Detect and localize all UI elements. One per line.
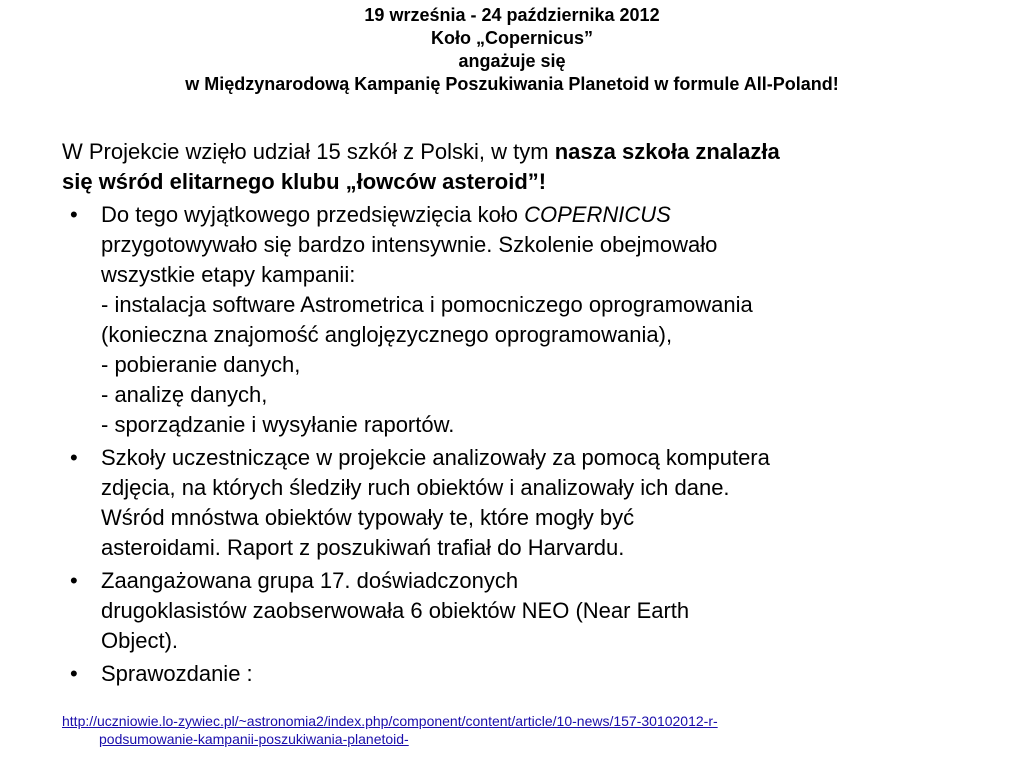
title-date-line: 19 września - 24 października 2012 (364, 5, 660, 25)
bullet-analysis-line: asteroidami. Raport z poszukiwań trafiał do Harvardu. (101, 535, 625, 560)
report-link-line-2: podsumowanie-kampanii-poszukiwania-planetoid- (99, 731, 409, 747)
bullet-icon: • (70, 445, 78, 470)
bullet-analysis-line: Wśród mnóstwa obiektów typowały te, które mogły być (101, 505, 635, 530)
bullet-icon: • (70, 202, 78, 227)
bullet-analysis-line: zdjęcia, na których śledziły ruch obiektów i analizowały ich dane. (101, 475, 730, 500)
bullet-item-neo (62, 566, 972, 656)
bullet-training-line: - analizę danych, (101, 382, 268, 407)
intro-line-1 (62, 137, 972, 167)
report-link[interactable] (62, 712, 962, 748)
bullet-icon: • (70, 661, 78, 686)
bullet-training-line-0 (101, 200, 972, 230)
intro-bold-text-1: nasza szkoła znalazła (554, 139, 780, 164)
bullet-analysis-line: Szkoły uczestniczące w projekcie analizowały za pomocą komputera (101, 445, 770, 470)
bullet-training-line: - instalacja software Astrometrica i pomocniczego oprogramowania (101, 292, 753, 317)
bullet-training-line: (konieczna znajomość anglojęzycznego oprogramowania), (101, 322, 673, 347)
bullet-item-training (62, 200, 972, 440)
bullet-neo-line: Zaangażowana grupa 17. doświadczonych (101, 568, 519, 593)
bullet-item-analysis (62, 443, 972, 563)
slide-title (40, 4, 984, 96)
intro-bold-text-2: się wśród elitarnego klubu „łowców asteroid”! (62, 169, 547, 194)
title-club-line: Koło „Copernicus” (430, 28, 593, 48)
intro-normal-text: W Projekcie wzięło udział 15 szkół z Polski, w tym (62, 139, 555, 164)
report-link-line-1: http://uczniowie.lo-zywiec.pl/~astronomia2/index.php/component/content/article/10-news/157-30102012-r- (62, 713, 718, 729)
bullet-training-line: - pobieranie danych, (101, 352, 301, 377)
bullet-item-report (62, 659, 972, 689)
bullet-neo-line: Object). (101, 628, 179, 653)
bullet-training-line: przygotowywało się bardzo intensywnie. Szkolenie obejmowało (101, 232, 718, 257)
bullet-training-line: - sporządzanie i wysyłanie raportów. (101, 412, 455, 437)
bullet-neo-line: drugoklasistów zaobserwowała 6 obiektów NEO (Near Earth (101, 598, 690, 623)
bullet-training-line: wszystkie etapy kampanii: (101, 262, 356, 287)
bullet-report-line: Sprawozdanie : (101, 661, 253, 686)
title-engages-line: angażuje się (458, 51, 566, 71)
copernicus-emphasis: COPERNICUS (524, 202, 671, 227)
bullet-training-lead: Do tego wyjątkowego przedsięwzięcia koło (101, 202, 525, 227)
intro-paragraph (62, 137, 972, 197)
bullet-icon: • (70, 568, 78, 593)
slide-body (62, 137, 972, 692)
title-campaign-line: w Międzynarodową Kampanię Poszukiwania Planetoid w formule All-Poland! (185, 74, 839, 94)
